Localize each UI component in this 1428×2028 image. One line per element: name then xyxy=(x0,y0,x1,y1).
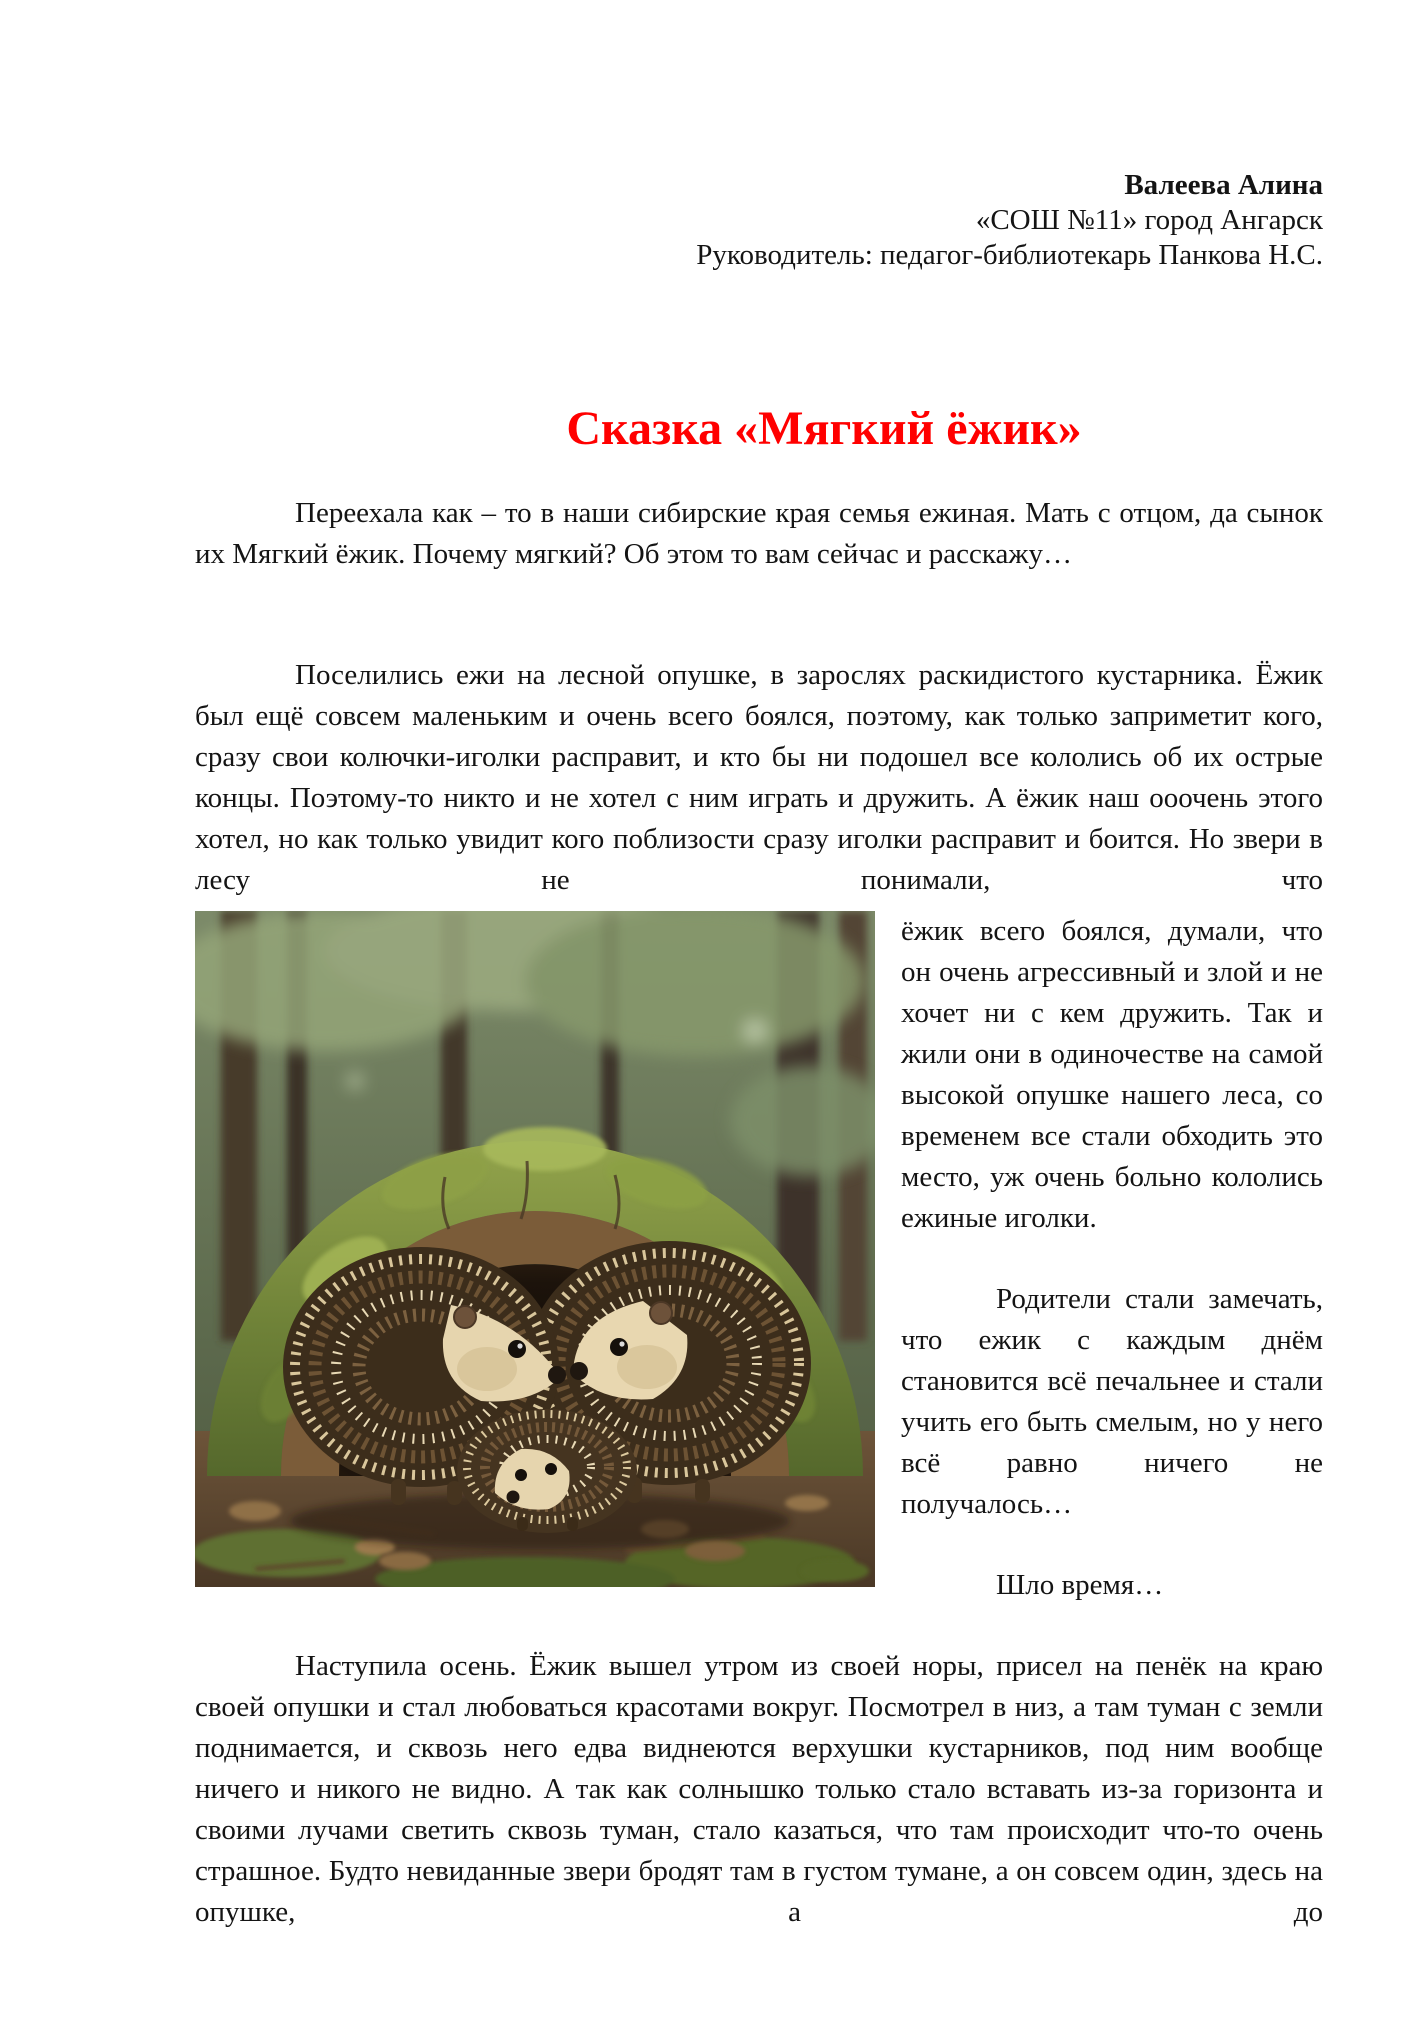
author-name: Валеева Алина xyxy=(1124,169,1323,201)
paragraph-time-passed: Шло время… xyxy=(996,1569,1164,1601)
story-title: Сказка «Мягкий ёжик» xyxy=(566,402,1082,455)
text-beside-photo xyxy=(901,911,1323,1606)
paragraph-parents: Родители стали замечать, что ежик с каждым днём становится всё печальнее и стали учить его быть смелым, но у него всё равно ничего не получалось… xyxy=(901,1283,1323,1520)
byline-block xyxy=(195,168,1323,273)
hedgehog-photo-illustration xyxy=(195,911,875,1587)
paragraph-feared: ёжик всего боялся, думали, что он очень агрессивный и злой и не хочет ни с кем дружить. Так и жили они в одиночестве на самой высокой опушке нашего леса, со временем все стали обходить это место, уж очень больно кололись ежиные иголки. xyxy=(901,915,1323,1234)
paragraph-autumn: Наступила осень. Ёжик вышел утром из своей норы, присел на пенёк на краю своей опушки и стал любоваться красотами вокруг. Посмотрел в низ, а там туман с земли поднимается, и сквозь него едва виднеются верхушки кустарников, под ним вообще ничего и никого не видно. А так как солнышко только стало вставать из-за горизонта и своими лучами светить сквозь туман, стало казаться, что там происходит что-то очень страшное. Будто невиданные звери бродят там в густом тумане, а он совсем один, здесь на опушке, а до xyxy=(195,1650,1323,1928)
school-line: «СОШ №11» город Ангарск xyxy=(975,204,1323,236)
hedgehog-family-photo xyxy=(195,911,875,1587)
paragraph-intro: Переехала как – то в наши сибирские края семья ежиная. Мать с отцом, да сынок их Мягкий ёжик. Почему мягкий? Об этом то вам сейчас и расскажу… xyxy=(195,497,1323,570)
supervisor-line: Руководитель: педагог-библиотекарь Панкова Н.С. xyxy=(696,239,1323,271)
paragraph-settled: Поселились ежи на лесной опушке, в зарослях раскидистого кустарника. Ёжик был ещё совсем маленьким и очень всего боялся, поэтому, как только заприметит кого, сразу свои колючки-иголки расправит, и кто бы ни подошел все кололись об их острые концы. Поэтому-то никто и не хотел с ним играть и дружить. А ёжик наш ооочень этого хотел, но как только увидит кого поблизости сразу иголки расправит и боится. Но звери в лесу не понимали, что xyxy=(195,659,1323,896)
hedgehog-baby xyxy=(457,1409,637,1533)
image-text-row xyxy=(195,911,1323,1606)
